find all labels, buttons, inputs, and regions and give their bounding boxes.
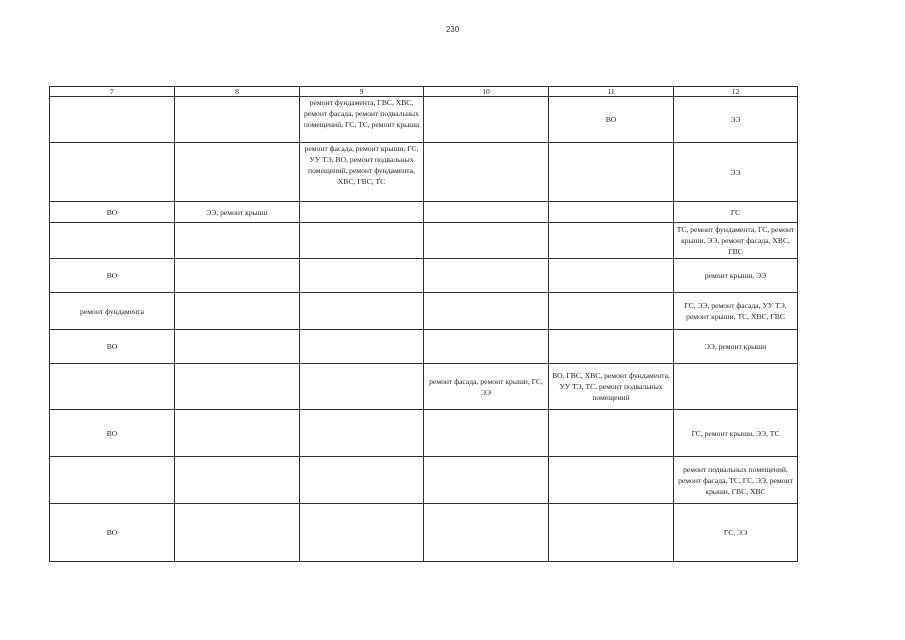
- table-cell: [549, 330, 674, 364]
- table-row: [50, 293, 798, 330]
- table-cell: [175, 457, 300, 504]
- table-cell: [300, 330, 424, 364]
- data-table: [49, 86, 798, 562]
- table-cell: ТС, ремонт фундамента, ГС, ремонт крыши, ЭЭ, ремонт фасада, ХВС, ГВС: [674, 223, 798, 259]
- column-header: 8: [175, 87, 300, 97]
- table-cell: [424, 143, 549, 202]
- column-header: 11: [549, 87, 674, 97]
- table-cell: [300, 293, 424, 330]
- table-cell: [300, 259, 424, 293]
- table-cell: [300, 223, 424, 259]
- table-cell: ВО: [50, 410, 175, 457]
- table-cell: [50, 457, 175, 504]
- column-header: 10: [424, 87, 549, 97]
- table-cell: [175, 504, 300, 562]
- table-cell: [175, 410, 300, 457]
- table-cell: [175, 143, 300, 202]
- table-cell: ВО: [50, 330, 175, 364]
- table-body: [50, 97, 798, 562]
- column-header: 7: [50, 87, 175, 97]
- table-cell: ремонт фасада, ремонт крыши, ГС, УУ ТЭ, ВО, ремонт подвальных помещений, ремонт фундамента, ХВС, ГВС, ТС: [300, 143, 424, 202]
- table-row: [50, 410, 798, 457]
- table-cell: [50, 97, 175, 143]
- page-number: 230: [445, 25, 460, 34]
- table-cell: ВО, ГВС, ХВС, ремонт фундамента, УУ ТЭ, ТС, ремонт подвальных помещений: [549, 364, 674, 410]
- table-cell: ВО: [549, 97, 674, 143]
- table-row: [50, 364, 798, 410]
- table-cell: [549, 293, 674, 330]
- table-cell: [424, 410, 549, 457]
- table-cell: [175, 97, 300, 143]
- table-cell: ВО: [50, 202, 175, 223]
- table-cell: ГС: [674, 202, 798, 223]
- table-cell: ЭЭ, ремонт крыши: [674, 330, 798, 364]
- table-cell: [549, 143, 674, 202]
- table-cell: [175, 293, 300, 330]
- table-cell: ремонт подвальных помещений, ремонт фасада, ТС, ГС, ЭЭ, ремонт крыши, ГВС, ХВС: [674, 457, 798, 504]
- table-cell: [549, 259, 674, 293]
- table-row: [50, 143, 798, 202]
- table-cell: ГС, ремонт крыши, ЭЭ, ТС: [674, 410, 798, 457]
- table-cell: ЭЭ: [674, 97, 798, 143]
- table-cell: ГС, ЭЭ: [674, 504, 798, 562]
- table-cell: [50, 143, 175, 202]
- table-row: [50, 223, 798, 259]
- table-cell: [424, 330, 549, 364]
- table-cell: ГС, ЭЭ, ремонт фасада, УУ ТЭ, ремонт крыши, ТС, ХВС, ГВС: [674, 293, 798, 330]
- table-cell: [50, 223, 175, 259]
- table-cell: [300, 364, 424, 410]
- table-cell: [175, 223, 300, 259]
- table-cell: [50, 364, 175, 410]
- header-row: [50, 87, 798, 97]
- table-cell: [424, 259, 549, 293]
- table-cell: ремонт фундамента: [50, 293, 175, 330]
- table-cell: [175, 364, 300, 410]
- table-row: [50, 97, 798, 143]
- table-cell: [424, 202, 549, 223]
- table-cell: [424, 504, 549, 562]
- table-row: [50, 202, 798, 223]
- table-cell: ремонт фасада, ремонт крыши, ГС, ЭЭ: [424, 364, 549, 410]
- table-cell: [424, 457, 549, 504]
- table-cell: [424, 97, 549, 143]
- table-cell: [300, 202, 424, 223]
- table-cell: ВО: [50, 259, 175, 293]
- table-cell: ЭЭ: [674, 143, 798, 202]
- table-row: [50, 457, 798, 504]
- table-cell: ремонт фундамента, ГВС, ХВС, ремонт фасада, ремонт подвальных помещений, ГС, ТС, ремонт крыши: [300, 97, 424, 143]
- table-cell: ремонт крыши, ЭЭ: [674, 259, 798, 293]
- table-cell: [175, 330, 300, 364]
- column-header: 9: [300, 87, 424, 97]
- table-cell: [549, 457, 674, 504]
- table-cell: [674, 364, 798, 410]
- table-cell: [549, 202, 674, 223]
- table-cell: [300, 457, 424, 504]
- table-cell: ВО: [50, 504, 175, 562]
- table-row: [50, 330, 798, 364]
- table-cell: [424, 223, 549, 259]
- table-row: [50, 504, 798, 562]
- table-cell: [549, 410, 674, 457]
- column-header: 12: [674, 87, 798, 97]
- table-cell: [175, 259, 300, 293]
- table-row: [50, 259, 798, 293]
- table-cell: [300, 410, 424, 457]
- table-cell: ЭЭ, ремонт крыши: [175, 202, 300, 223]
- table-cell: [549, 504, 674, 562]
- table-cell: [300, 504, 424, 562]
- table-cell: [549, 223, 674, 259]
- table-cell: [424, 293, 549, 330]
